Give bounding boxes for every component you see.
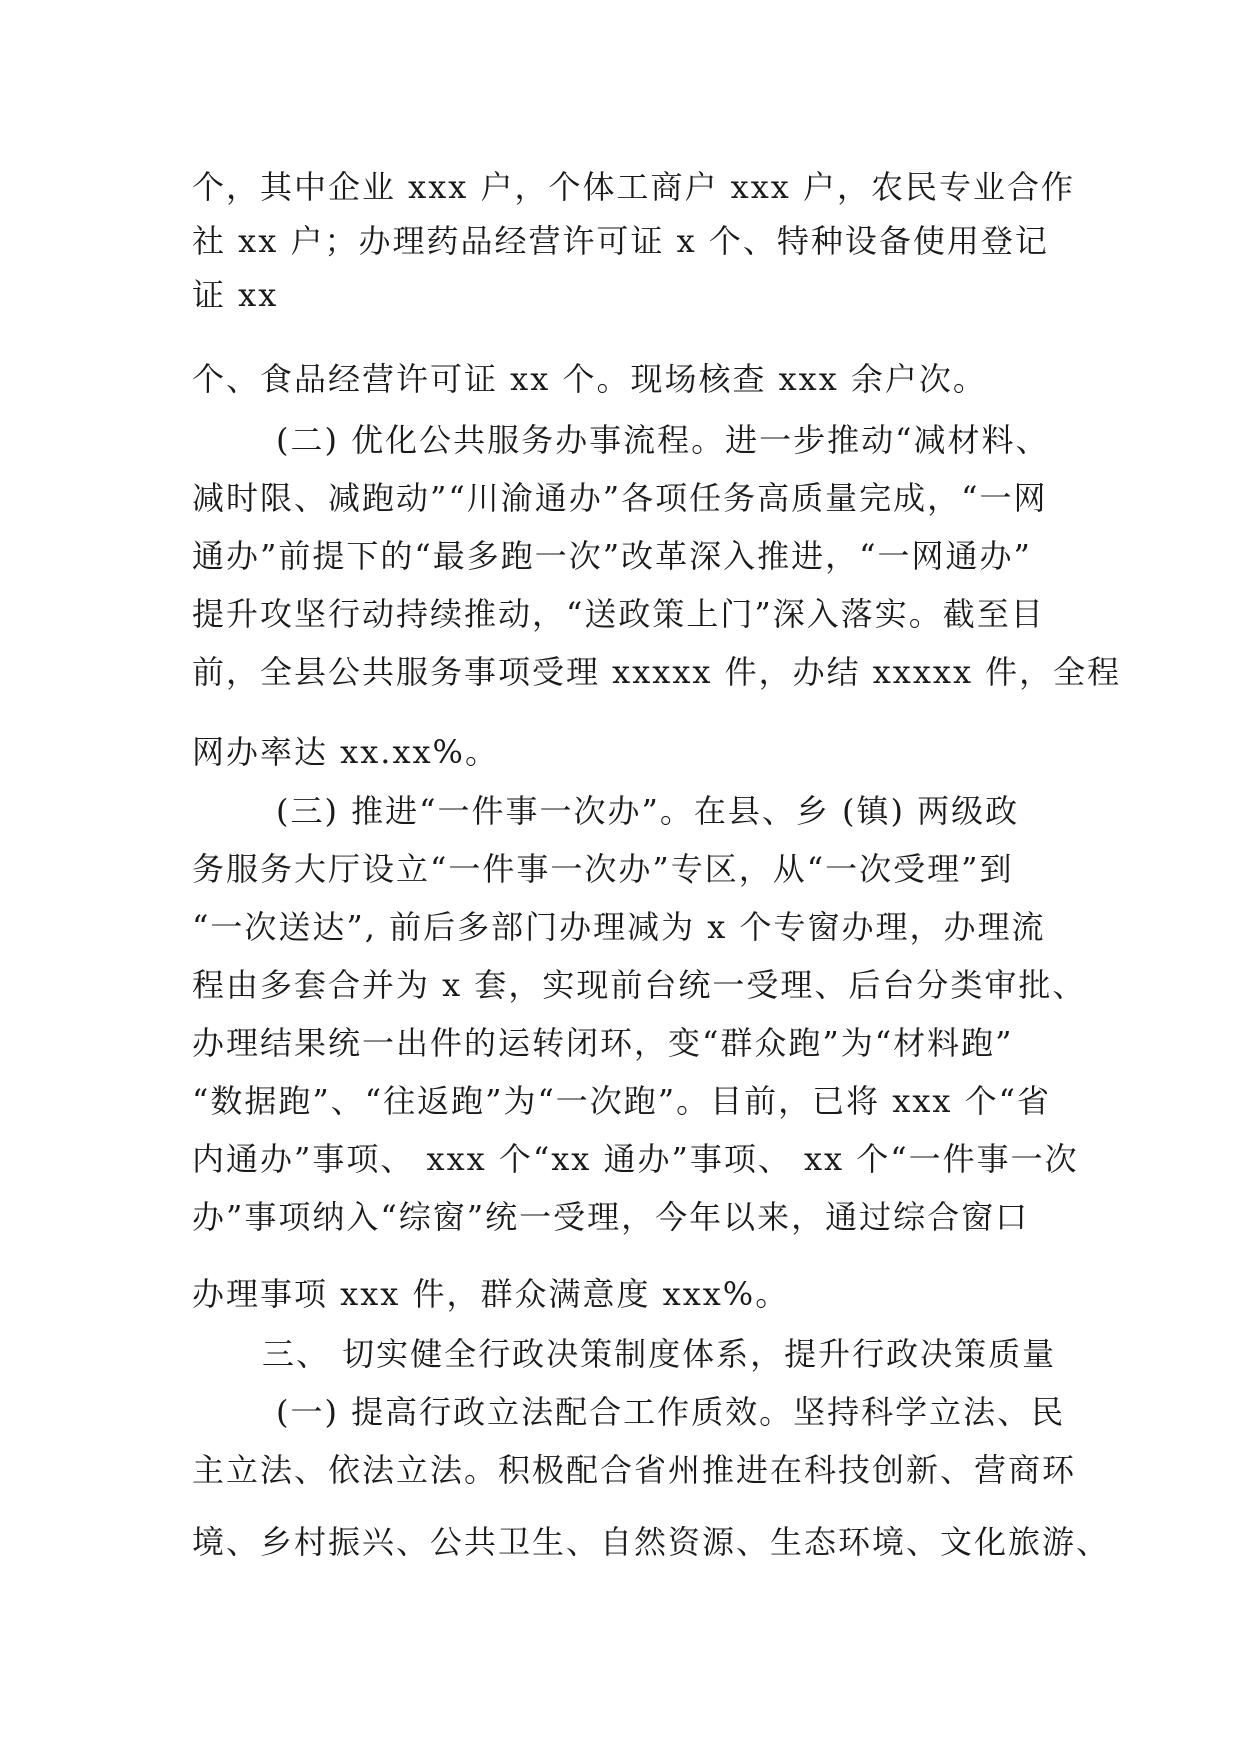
section-2-heading: (二) 优化公共服务办事流程。进一步推动“减材料、 xyxy=(276,421,1050,459)
text-line-13: “一次送达”, 前后多部门办理减为 x 个专窗办理，办理流 xyxy=(192,908,1046,946)
text-line-6: 减时限、减跑动”“川渝通办”各项任务高质量完成，“一网 xyxy=(192,479,1048,517)
text-line-8: 提升攻坚行动持续推动，“送政策上门”深入落实。截至目 xyxy=(192,595,1045,633)
text-line-15: 办理结果统一出件的运转闭环，变“群众跑”为“材料跑” xyxy=(192,1024,1014,1062)
text-line-18: 办”事项纳入“综窗”统一受理，今年以来，通过综合窗口 xyxy=(192,1198,1030,1236)
text-line-22: 主立法、依法立法。积极配合省州推进在科技创新、营商环 xyxy=(192,1451,1077,1489)
chapter-3-heading: 三、 切实健全行政决策制度体系，提升行政决策质量 xyxy=(262,1335,1057,1373)
text-line-10: 网办率达 xx.xx%。 xyxy=(192,733,499,771)
text-line-19: 办理事项 xxx 件，群众满意度 xxx%。 xyxy=(192,1275,790,1313)
text-line-2: 社 xx 户；办理药品经营许可证 x 个、特种设备使用登记 xyxy=(192,222,1049,260)
text-line-23: 境、乡村振兴、公共卫生、自然资源、生态环境、文化旅游、 xyxy=(192,1523,1111,1561)
text-line-14: 程由多套合并为 x 套，实现前台统一受理、后台分类审批、 xyxy=(192,966,1087,1004)
text-line-7: 通办”前提下的“最多跑一次”改革深入推进，“一网通办” xyxy=(192,537,1032,575)
section-3-heading: (三) 推进“一件事一次办”。在县、乡 (镇) 两级政 xyxy=(276,792,1020,830)
text-line-1: 个，其中企业 xxx 户，个体工商户 xxx 户，农民专业合作 xyxy=(192,168,1075,206)
text-line-12: 务服务大厅设立“一件事一次办”专区，从“一次受理”到 xyxy=(192,850,1014,888)
subsection-1-heading: (一) 提高行政立法配合工作质效。坚持科学立法、民 xyxy=(276,1393,1066,1431)
text-line-9: 前，全县公共服务事项受理 xxxxx 件，办结 xxxxx 件，全程 xyxy=(192,653,1122,691)
text-line-3: 证 xx xyxy=(192,276,279,314)
text-line-17: 内通办”事项、 xxx 个“xx 通办”事项、 xx 个“一件事一次 xyxy=(192,1140,1079,1178)
text-line-4: 个、食品经营许可证 xx 个。现场核查 xxx 余户次。 xyxy=(192,360,987,398)
text-line-16: “数据跑”、“往返跑”为“一次跑”。目前，已将 xxx 个“省 xyxy=(192,1082,1052,1120)
